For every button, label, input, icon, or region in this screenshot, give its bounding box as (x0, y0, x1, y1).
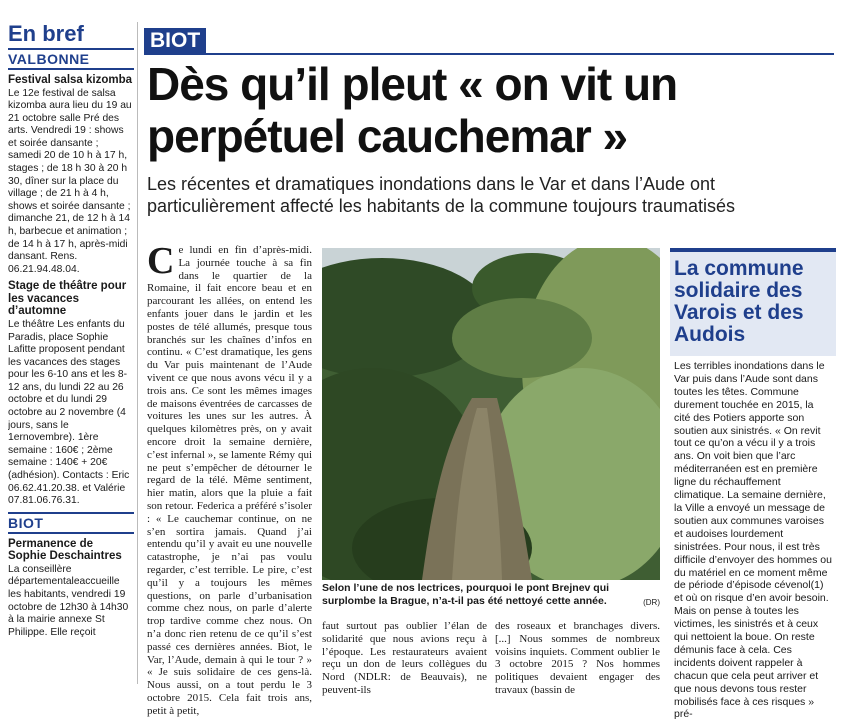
brief-text-permanence: La conseillère départementaleaccueille les habitants, vendredi 19 octobre de 12h30 à 14h30 à la mairie annexe St Philippe. Elle reçoit (8, 563, 129, 638)
caption-text: Selon l’une de nos lectrices, pourquoi le pont Brejnev qui surplombe la Brague, n’a-t-il pas été nettoyé cette année. (322, 582, 610, 607)
article-body-text: e lundi en fin d’après-midi. La journée touche à sa fin dans le quartier de la Romaine, il fait encore beau et en parcourant les allées, on entend les enfants jouer dans le jardin et les postes de télé allumés, presque tous branchés sur les chaînes d’infos en continu. « C’est dramatique, les gens du Var puis maintenant de l’Aude vivent ce que nous avons vécu il y a trois ans. Ce sont les mêmes images de maisons éventrées de carcasses de voitures les unes sur les autres. À quelques kilomètres près, on y avait encore droit la semaine dernière, c’est infernal », se lamente Rémy qui ne peut s’empêcher de détourner le regard de la télé. Même sentiment, hier matin, alors que la pluie a fait son retour. Federica a préféré s’isoler : « Le cauchemar continue, on ne s’en sortira jamais. Quand j’ai entendu qu’il y avait eu une nouvelle catastrophe, je n’ai pas voulu regarder, c’est terrible. Le pire, c’est qu’il y a toujours les mêmes questions, on parle d’urbanisation comme chez nous, on parle d’alerte trop tardive comme chez nous. On n’a donc rien retenu de ce qu’il s’est passé ces dernières années. Biot, le Var, l’Aude, demain à qui le tour ? » « Je suis solidaire de ces gens-là. Nous aussi, on a tout perdu le 3 octobre 2015. Cela fait trois ans, petit à petit, (147, 244, 312, 717)
river-photo-image (322, 248, 660, 580)
article-body-column-3: des roseaux et branchages divers. [...] Nous sommes de nombreux voisins inquiets. Comment oublier le 3 octobre 2015 ? Nos hommes politiques devaient engager des travaux (bassin de (495, 620, 660, 696)
headline: Dès qu’il pleut « on vit un perpétuel cauchemar » (147, 58, 678, 162)
brief-heading-permanence: Permanence de Sophie Deschaintres (8, 537, 122, 563)
brief-column (8, 22, 134, 684)
deck: Les récentes et dramatiques inondations dans le Var et dans l’Aude ont particulièrement affecté les habitants de la commune toujours traumatisés (147, 174, 735, 216)
box-title: La commune solidaire des Varois et des Audois (674, 257, 804, 346)
brief-title: En bref (8, 22, 84, 46)
photo-credit: (DR) (643, 597, 660, 607)
river-photo (322, 248, 660, 580)
section-rule (144, 53, 834, 55)
photo-caption (322, 582, 660, 609)
brief-city-valbonne: VALBONNE (8, 48, 134, 70)
brief-heading-salsa: Festival salsa kizomba (8, 74, 133, 86)
solidarity-box (670, 248, 836, 725)
brief-heading-theatre: Stage de théâtre pour les vacances d’automne (8, 280, 127, 318)
box-text: Les terribles inondations dans le Var puis dans l’Aude sont dans toutes les têtes. Commune durement touchée en 2015, la cité des Potiers apporte son soutien aux sinistrés. « On revit tout ce qu’on a vécu il y a trois ans. On voit bien que l’arc méditerranéen est en première ligne du réchauffement climatique. La semaine dernière, la Ville a envoyé un message de soutien aux communes varoises et audoises lourdement sinistrées. Pour nous, il est très difficile d’envoyer des hommes ou du matériel en ce moment même de période d’épisode cévenol(1) et où on risque d’en avoir besoin. Mais on pense à toutes les victimes, les sinistrés et à ceux qui nettoient la boue. On reste démunis face à cela. Ces incidents doivent rappeler à chacun que cela peut arriver et que nous devons tous rester mobilisés face à ces risques » pré- (674, 360, 832, 721)
column-divider (137, 22, 138, 684)
article-body-column-2: faut surtout pas oublier l’élan de solidarité que nous avions reçu à l’époque. Les restaurateurs avaient reçu un don de leurs collègues du Nord (NDLR: de Beauvais), ne peuvent-ils (322, 620, 487, 696)
drop-cap: C (147, 240, 175, 282)
brief-text-theatre: Le théâtre Les enfants du Paradis, place Sophie Lafitte proposent pendant les vacances des stages pour les 6-10 ans et les 8-12 ans, du lundi 22 au 26 octobre et du lundi 29 octobre au 2 novembre (4 jours, sans le 1ernovembre). 1ère semaine : 160€ ; 2ème semaine : 140€ + 20€ (adhésion). Contacts : Eric 06.62.41.20.38. et Valérie 07.81.06.76.31. (8, 318, 130, 507)
box-title-area (670, 252, 836, 356)
brief-city-biot: BIOT (8, 512, 134, 534)
brief-text-salsa: Le 12e festival de salsa kizomba aura lieu du 19 au 21 octobre salle Pré des arts. Vendredi 19 : shows et soirée dansante ; samedi 20 de 10 h à 17 h, stages ; de 18 h 30 à 20 h 30, dîner sur la place du village ; de 21 h à 4 h, shows et soirée dansante ; dimanche 21, de 12 h à 14 h, barbecue et animation ; de 14 h à 17 h, après-midi dansant. Rens. 06.21.94.48.04. (8, 87, 132, 275)
article-body-column (147, 240, 312, 717)
section-label: BIOT (144, 28, 206, 54)
